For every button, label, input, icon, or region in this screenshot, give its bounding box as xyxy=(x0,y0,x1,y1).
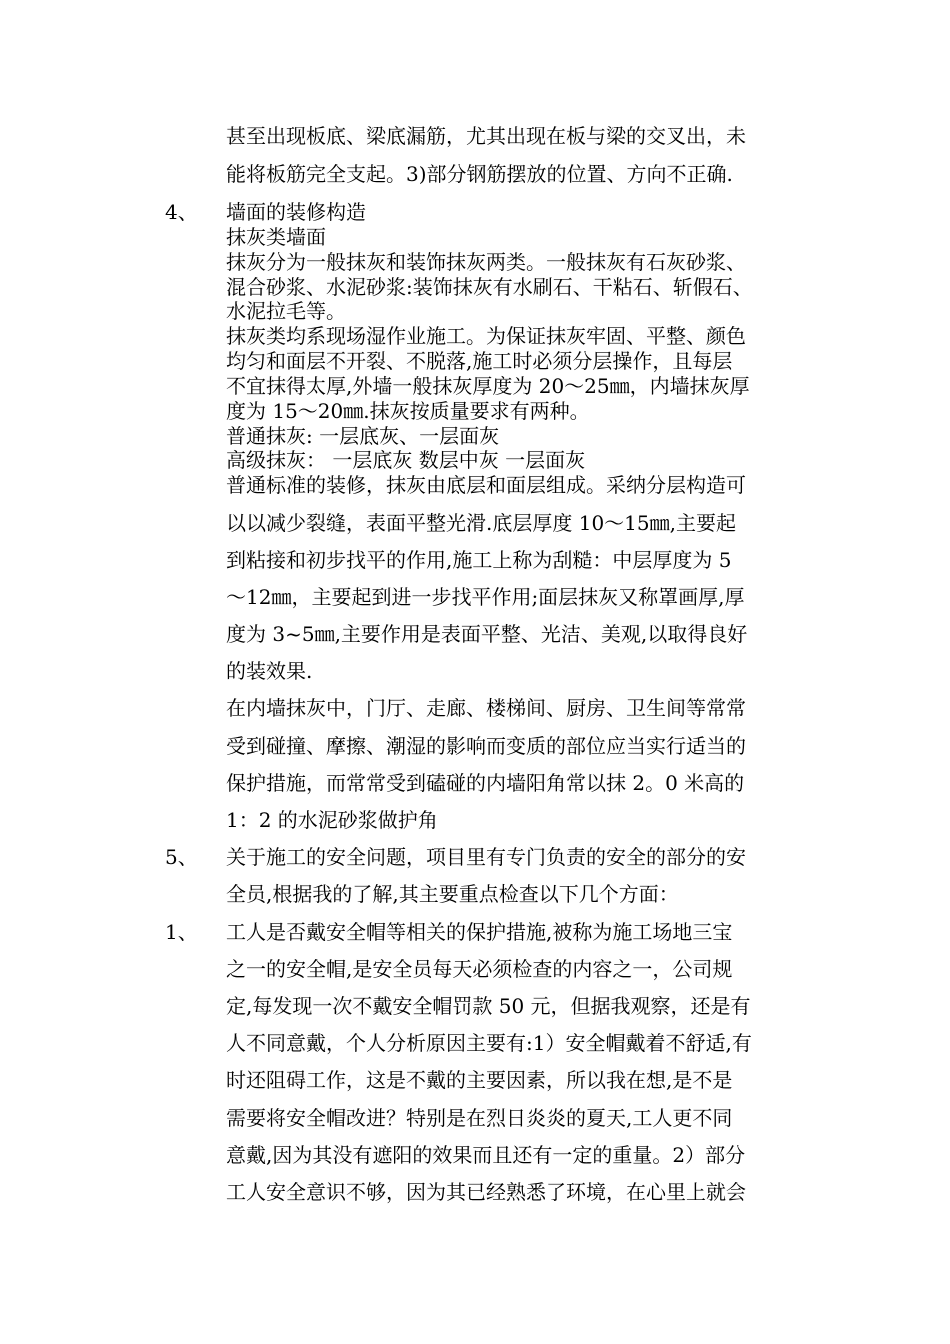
text-line: 在内墙抹灰中，门厅、走廊、楼梯间、厨房、卫生间等常常 xyxy=(226,696,746,720)
text-line: 甚至出现板底、梁底漏筋，尤其出现在板与梁的交叉出，未 xyxy=(226,124,746,148)
text-line: 人不同意戴，个人分析原因主要有:1）安全帽戴着不舒适,有 xyxy=(226,1031,752,1055)
text-line: 1：2 的水泥砂浆做护角 xyxy=(226,808,438,832)
text-line: 能将板筋完全支起。3)部分钢筋摆放的位置、方向不正确. xyxy=(226,162,733,186)
text-line: 不宜抹得太厚,外墙一般抹灰厚度为 20～25㎜，内墙抹灰厚 xyxy=(226,374,750,398)
section-heading: 墙面的装修构造 xyxy=(226,200,366,224)
text-line: 混合砂浆、水泥砂浆:装饰抹灰有水刷石、干粘石、斩假石、 xyxy=(226,275,753,299)
text-line: 抹灰分为一般抹灰和装饰抹灰两类。一般抹灰有石灰砂浆、 xyxy=(226,250,746,274)
text-line: 保护措施，而常常受到磕碰的内墙阳角常以抹 2。0 米高的 xyxy=(226,771,745,795)
text-line: 度为 15～20㎜.抹灰按质量要求有两种。 xyxy=(226,399,590,423)
text-line: 普通标准的装修，抹灰由底层和面层组成。采纳分层构造可 xyxy=(226,473,746,497)
text-line: 意戴,因为其没有遮阳的效果而且还有一定的重量。2）部分 xyxy=(226,1143,746,1167)
text-line: 普通抹灰: 一层底灰、一层面灰 xyxy=(226,424,500,448)
text-line: 的装效果. xyxy=(226,659,313,683)
text-line: 时还阻碍工作，这是不戴的主要因素，所以我在想,是不是 xyxy=(226,1068,733,1092)
text-line: 以以减少裂缝，表面平整光滑.底层厚度 10～15㎜,主要起 xyxy=(226,511,736,535)
text-line: 均匀和面层不开裂、不脱落,施工时必须分层操作，且每层 xyxy=(226,349,733,373)
text-line: ～12㎜，主要起到进一步找平作用;面层抹灰又称罩画厚,厚 xyxy=(226,585,745,609)
text-line: 高级抹灰： 一层底灰 数层中灰 一层面灰 xyxy=(226,448,586,472)
text-line: 抹灰类均系现场湿作业施工。为保证抹灰牢固、平整、颜色 xyxy=(226,324,746,348)
item-number: 1、 xyxy=(165,920,198,944)
text-line: 工人是否戴安全帽等相关的保护措施,被称为施工场地三宝 xyxy=(226,920,733,944)
text-line: 关于施工的安全问题，项目里有专门负责的安全的部分的安 xyxy=(226,845,746,869)
text-line: 抹灰类墙面 xyxy=(226,225,326,249)
text-line: 水泥拉毛等。 xyxy=(226,299,346,323)
text-line: 之一的安全帽,是安全员每天必须检查的内容之一，公司规 xyxy=(226,957,733,981)
item-number: 4、 xyxy=(165,200,198,224)
item-number: 5、 xyxy=(165,845,198,869)
text-line: 度为 3~5㎜,主要作用是表面平整、光洁、美观,以取得良好 xyxy=(226,622,748,646)
text-line: 全员,根据我的了解,其主要重点检查以下几个方面： xyxy=(226,882,679,906)
text-line: 需要将安全帽改进？特别是在烈日炎炎的夏天,工人更不同 xyxy=(226,1106,733,1130)
text-line: 工人安全意识不够，因为其已经熟悉了环境，在心里上就会 xyxy=(226,1180,746,1204)
text-line: 受到碰撞、摩擦、潮湿的影响而变质的部位应当实行适当的 xyxy=(226,734,746,758)
text-line: 定,每发现一次不戴安全帽罚款 50 元，但据我观察，还是有 xyxy=(226,994,751,1018)
text-line: 到粘接和初步找平的作用,施工上称为刮糙：中层厚度为 5 xyxy=(226,548,732,572)
